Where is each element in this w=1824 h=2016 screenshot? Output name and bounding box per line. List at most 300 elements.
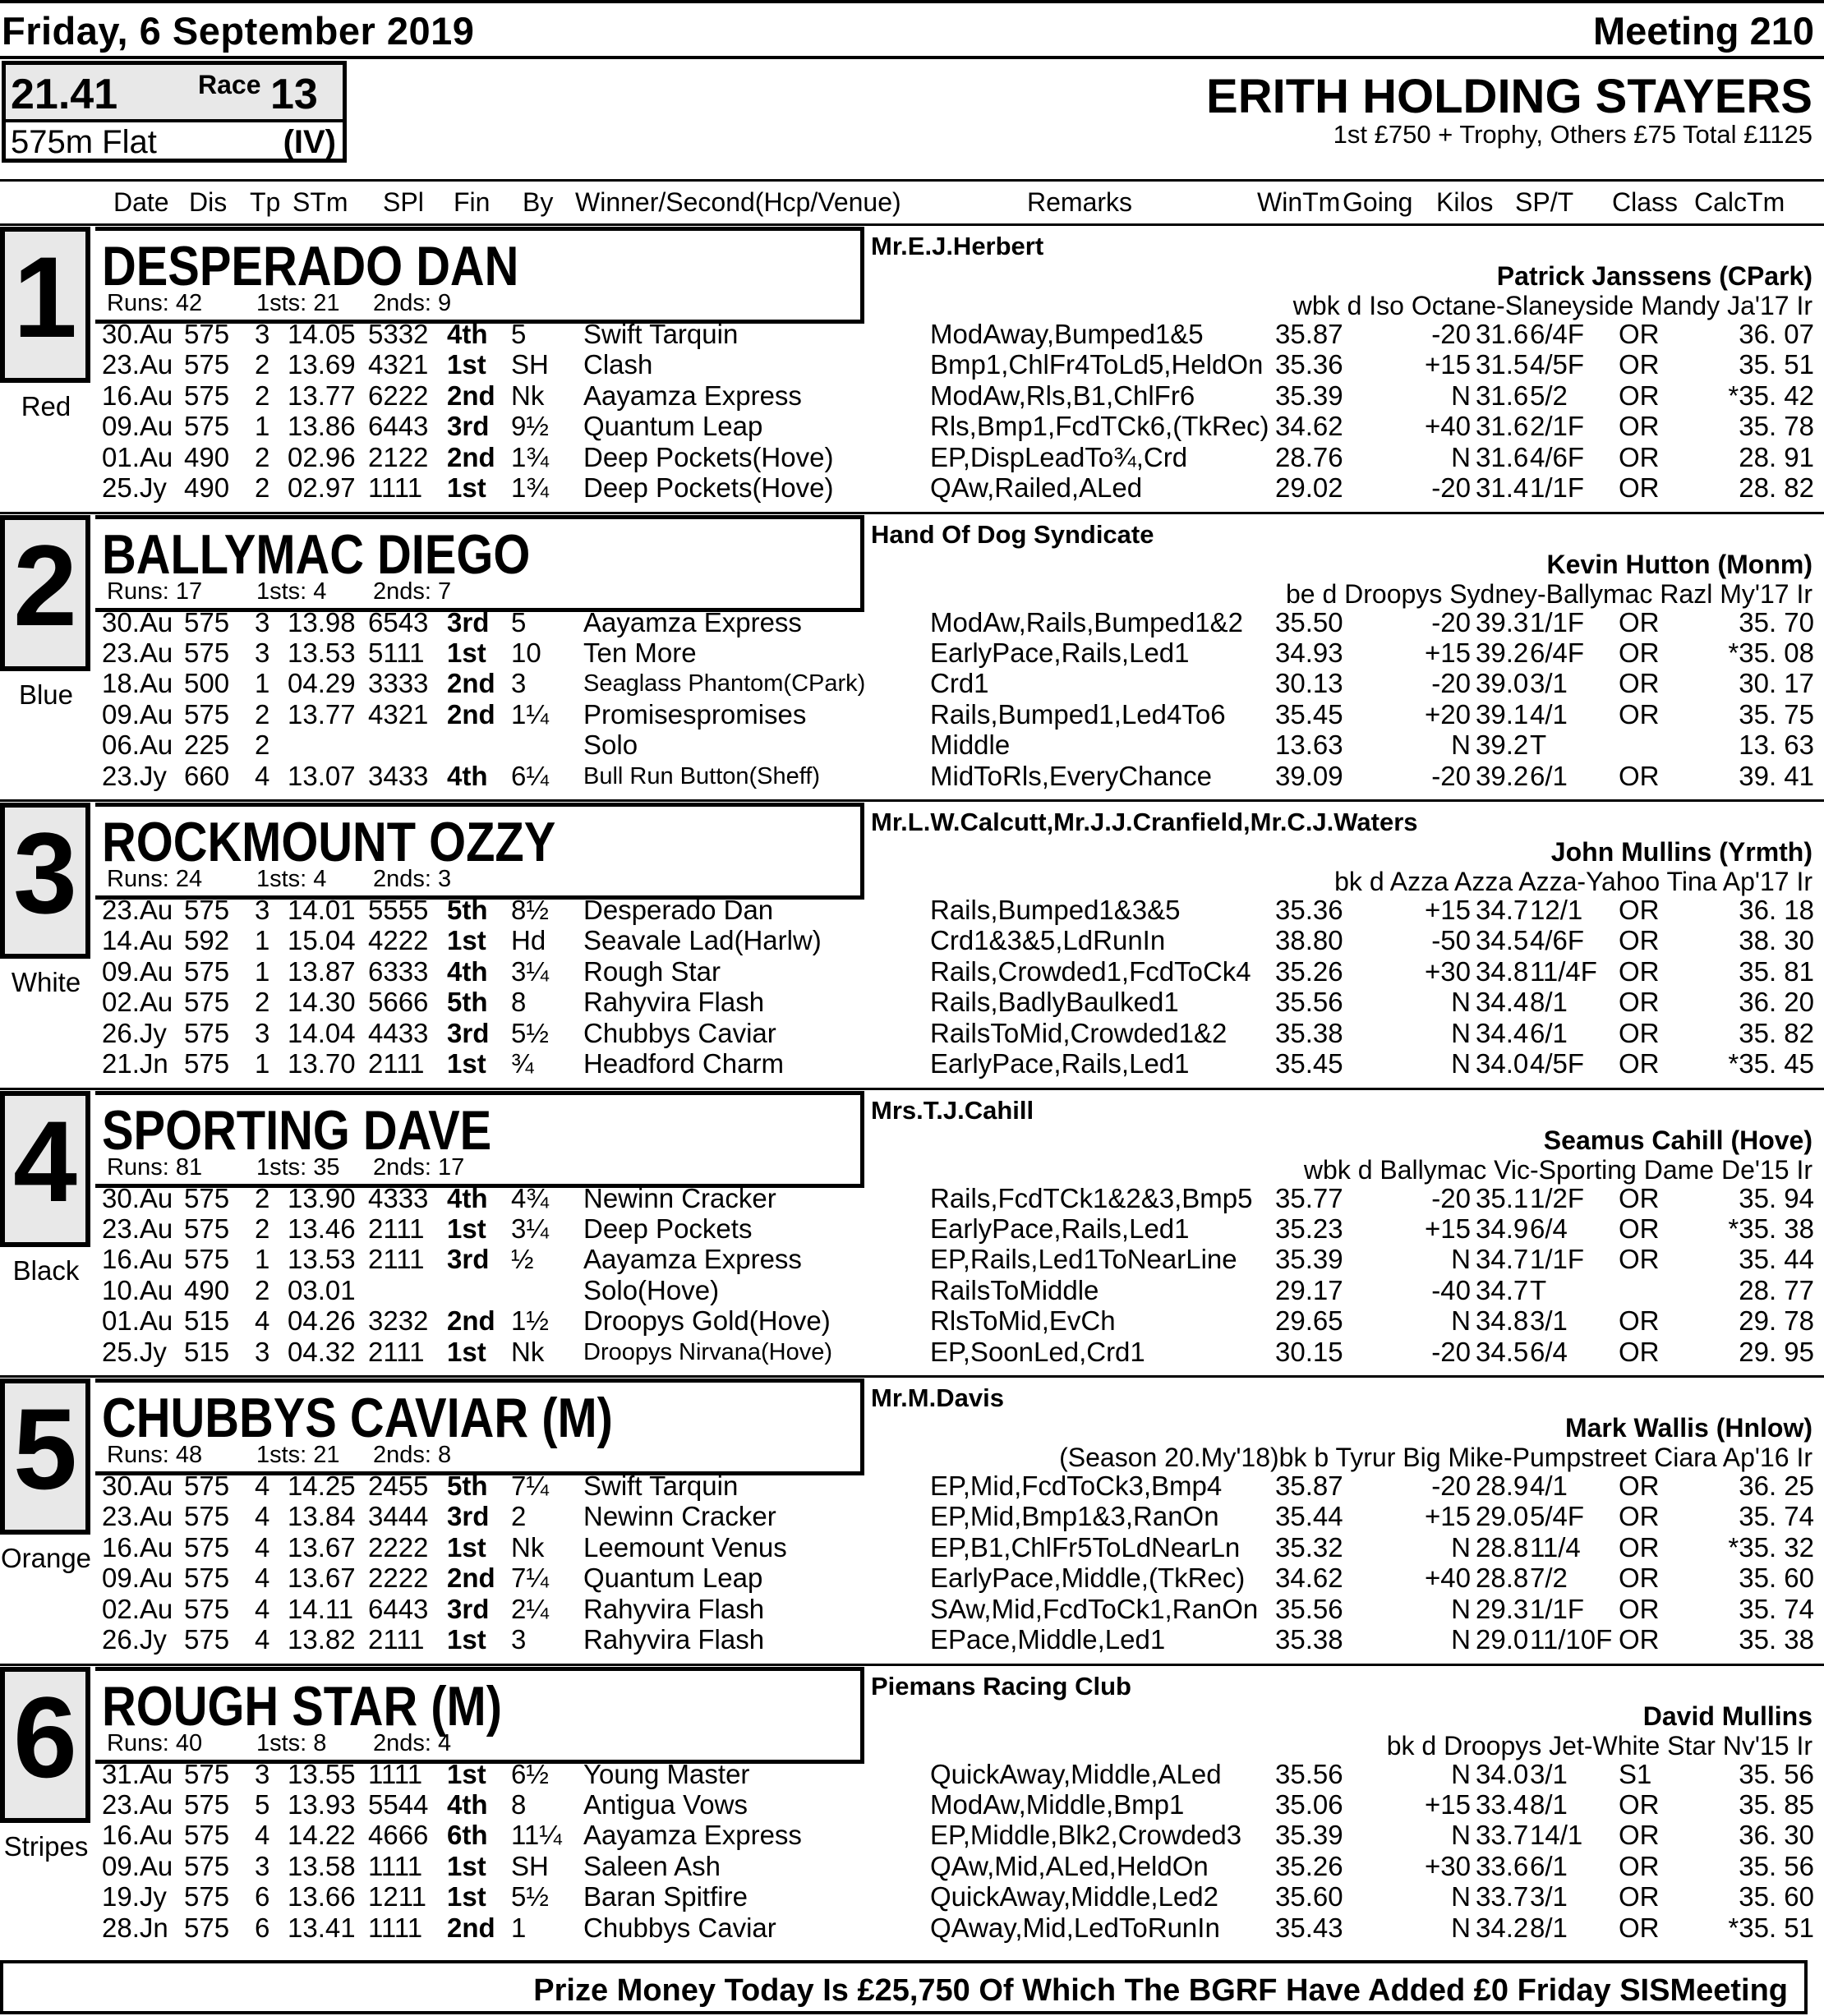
- form-class: OR: [1619, 441, 1660, 472]
- form-winner: Chubbys Caviar: [583, 1912, 776, 1943]
- form-price: 5/2: [1530, 380, 1568, 411]
- form-sectional: 13.84: [288, 1501, 356, 1532]
- form-finish: 1st: [447, 1850, 486, 1881]
- form-price: 2/1F: [1530, 411, 1585, 442]
- runner-block: [0, 1091, 1824, 1379]
- form-price: 4/6F: [1530, 925, 1585, 956]
- form-finish: 1st: [447, 1758, 486, 1789]
- form-price: 12/1: [1530, 895, 1583, 925]
- form-remarks: QAw,Railed,ALed: [930, 472, 1143, 503]
- runner-name: BALLYMAC DIEGO: [102, 522, 531, 586]
- form-calc-time: 35. 56: [1739, 1850, 1814, 1881]
- form-date: 23.Au: [102, 1501, 173, 1532]
- footer-text: Prize Money Today Is £25,750 Of Which The BGRF Have Added £0 Friday SISMeeting: [533, 1973, 1788, 2008]
- form-class: OR: [1619, 1881, 1660, 1912]
- form-finish: 3rd: [447, 1593, 490, 1624]
- runner-divider: [0, 1664, 1824, 1666]
- form-remarks: EP,DispLeadTo¾,Crd: [930, 441, 1188, 472]
- form-trap: 1: [255, 668, 270, 699]
- form-margin: ¾: [511, 1048, 534, 1079]
- form-winner: Ten More: [583, 637, 697, 668]
- form-split: 3433: [368, 760, 429, 791]
- form-calc-time: 35. 51: [1739, 349, 1814, 380]
- col-winner: Winner/Second(Hcp/Venue): [575, 187, 901, 217]
- runner-trainer: Patrick Janssens (CPark): [1496, 261, 1812, 291]
- form-date: 16.Au: [102, 1531, 173, 1563]
- form-calc-time: 28. 82: [1739, 472, 1814, 503]
- form-finish: 2nd: [447, 380, 495, 411]
- form-calc-time: 38. 30: [1739, 925, 1814, 956]
- form-date: 25.Jy: [102, 1336, 167, 1367]
- form-margin: 6½: [511, 1758, 549, 1789]
- form-win-time: 35.06: [1275, 1788, 1343, 1820]
- form-finish: 3rd: [447, 1017, 490, 1048]
- form-calc-time: 35. 81: [1739, 955, 1814, 987]
- form-distance: 575: [184, 1048, 230, 1079]
- form-going: N: [1451, 1593, 1471, 1624]
- runner-breeding: (Season 20.My'18)bk b Tyrur Big Mike-Pumpstreet Ciara Ap'16 Ir: [1059, 1443, 1812, 1472]
- form-calc-time: 35. 74: [1739, 1501, 1814, 1532]
- form-finish: 3rd: [447, 1244, 490, 1275]
- form-distance: 575: [184, 1471, 230, 1501]
- form-going: N: [1451, 1881, 1471, 1912]
- form-calc-time: 36. 25: [1739, 1471, 1814, 1501]
- form-distance: 515: [184, 1305, 230, 1337]
- form-calc-time: *35. 08: [1728, 637, 1814, 668]
- col-spl: SPl: [383, 187, 424, 217]
- race-label: Race: [198, 70, 261, 99]
- form-win-time: 35.43: [1275, 1912, 1343, 1943]
- form-margin: SH: [511, 1850, 549, 1881]
- form-sectional: 04.32: [288, 1336, 356, 1367]
- form-margin: 7¼: [511, 1563, 549, 1594]
- col-dis: Dis: [189, 187, 228, 217]
- form-finish: 1st: [447, 637, 486, 668]
- runner-owner: Mr.E.J.Herbert: [871, 232, 1044, 260]
- form-date: 16.Au: [102, 1244, 173, 1275]
- form-trap: 6: [255, 1912, 270, 1943]
- form-sectional: 13.55: [288, 1758, 356, 1789]
- form-date: 31.Au: [102, 1758, 173, 1789]
- form-class: OR: [1619, 1017, 1660, 1048]
- form-sectional: 14.25: [288, 1471, 356, 1501]
- runner-name: SPORTING DAVE: [102, 1098, 492, 1162]
- form-class: OR: [1619, 606, 1660, 637]
- form-calc-time: 35. 94: [1739, 1182, 1814, 1213]
- form-class: OR: [1619, 1182, 1660, 1213]
- form-going: -20: [1431, 668, 1471, 699]
- form-sectional: 14.22: [288, 1820, 356, 1851]
- form-winner: Bull Run Button(Sheff): [583, 762, 821, 789]
- form-calc-time: 36. 30: [1739, 1820, 1814, 1851]
- form-row: [0, 319, 1824, 349]
- form-split: 2222: [368, 1531, 429, 1563]
- form-row: [0, 1275, 1824, 1305]
- form-remarks: EP,SoonLed,Crd1: [930, 1336, 1145, 1367]
- form-remarks: Crd1: [930, 668, 989, 699]
- form-winner: Desperado Dan: [583, 895, 774, 925]
- runner-trainer: David Mullins: [1642, 1701, 1812, 1731]
- form-distance: 500: [184, 668, 230, 699]
- form-trap: 3: [255, 895, 270, 925]
- col-sp: SP/T: [1515, 187, 1574, 217]
- form-winner: Deep Pockets(Hove): [583, 472, 834, 503]
- form-win-time: 35.26: [1275, 1850, 1343, 1881]
- form-class: OR: [1619, 349, 1660, 380]
- form-calc-time: 36. 18: [1739, 895, 1814, 925]
- runner-firsts: 1sts: 4: [256, 866, 327, 892]
- form-weight: 34.7: [1476, 895, 1529, 925]
- form-sectional: 13.93: [288, 1788, 356, 1820]
- form-remarks: Rails,Bumped1,Led4To6: [930, 698, 1226, 730]
- form-distance: 575: [184, 411, 230, 442]
- runner-runs: Runs: 40: [107, 1729, 203, 1756]
- form-calc-time: 35. 38: [1739, 1624, 1814, 1655]
- form-going: N: [1451, 1244, 1471, 1275]
- form-class: OR: [1619, 698, 1660, 730]
- form-remarks: Rails,Bumped1&3&5: [930, 895, 1181, 925]
- form-margin: 11¼: [511, 1820, 562, 1851]
- form-trap: 4: [255, 1531, 270, 1563]
- runner-name-box: [95, 803, 864, 900]
- form-trap: 2: [255, 987, 270, 1018]
- form-trap: 1: [255, 925, 270, 956]
- form-distance: 575: [184, 1593, 230, 1624]
- form-split: 2122: [368, 441, 429, 472]
- runner-divider: [0, 223, 1824, 226]
- form-distance: 575: [184, 955, 230, 987]
- form-going: N: [1451, 1531, 1471, 1563]
- form-finish: 6th: [447, 1820, 488, 1851]
- form-win-time: 35.39: [1275, 1244, 1343, 1275]
- form-going: +15: [1425, 349, 1471, 380]
- form-sectional: 13.77: [288, 698, 356, 730]
- form-trap: 2: [255, 349, 270, 380]
- form-class: OR: [1619, 987, 1660, 1018]
- form-class: OR: [1619, 668, 1660, 699]
- form-going: -40: [1431, 1274, 1471, 1305]
- form-remarks: EP,Mid,FcdToCk3,Bmp4: [930, 1471, 1223, 1501]
- form-date: 01.Au: [102, 1305, 173, 1337]
- form-win-time: 38.80: [1275, 925, 1343, 956]
- form-finish: 1st: [447, 1881, 486, 1912]
- runner-name: ROUGH STAR (M): [102, 1674, 502, 1738]
- race-number: 13: [270, 71, 318, 118]
- form-distance: 575: [184, 1881, 230, 1912]
- form-going: N: [1451, 1820, 1471, 1851]
- form-trap: 5: [255, 1788, 270, 1820]
- runner-owner: Mrs.T.J.Cahill: [871, 1095, 1034, 1125]
- runner-trainer: John Mullins (Yrmth): [1550, 837, 1812, 867]
- form-price: T: [1530, 1274, 1547, 1305]
- form-trap: 2: [255, 380, 270, 411]
- runner-owner: Piemans Racing Club: [871, 1671, 1131, 1701]
- form-calc-time: *35. 38: [1728, 1213, 1814, 1244]
- form-weight: 34.5: [1476, 925, 1529, 956]
- trap-colour: Black: [12, 1254, 80, 1286]
- form-calc-time: 30. 17: [1739, 668, 1814, 699]
- form-margin: SH: [511, 349, 549, 380]
- form-date: 26.Jy: [102, 1624, 167, 1655]
- form-margin: 3: [511, 668, 527, 699]
- form-price: 6/1: [1530, 760, 1568, 791]
- form-win-time: 29.17: [1275, 1274, 1343, 1305]
- form-win-time: 35.32: [1275, 1531, 1343, 1563]
- form-sectional: 13.69: [288, 349, 356, 380]
- runner-name: CHUBBYS CAVIAR (M): [102, 1387, 613, 1449]
- form-win-time: 35.38: [1275, 1017, 1343, 1048]
- form-calc-time: *35. 51: [1728, 1912, 1814, 1943]
- form-sectional: 13.67: [288, 1563, 356, 1594]
- form-calc-time: 36. 20: [1739, 987, 1814, 1018]
- runner-divider: [0, 799, 1824, 802]
- form-winner: Promisespromises: [583, 698, 807, 730]
- form-split: 5111: [368, 637, 425, 668]
- form-winner: Solo: [583, 730, 638, 761]
- form-winner: Swift Tarquin: [583, 1471, 739, 1501]
- form-weight: 39.2: [1476, 760, 1529, 791]
- form-sectional: 13.41: [288, 1912, 356, 1943]
- form-winner: Chubbys Caviar: [583, 1017, 776, 1048]
- form-row: [0, 1532, 1824, 1563]
- race-info-box: [2, 61, 347, 163]
- form-winner: Newinn Cracker: [583, 1182, 776, 1213]
- form-weight: 33.7: [1476, 1820, 1529, 1851]
- trap-colour: White: [11, 967, 81, 997]
- form-going: +30: [1425, 955, 1471, 987]
- form-weight: 33.6: [1476, 1850, 1529, 1881]
- form-sectional: 13.70: [288, 1048, 356, 1079]
- form-sectional: 03.01: [288, 1274, 356, 1305]
- form-sectional: 13.90: [288, 1182, 356, 1213]
- form-date: 01.Au: [102, 441, 173, 472]
- form-class: OR: [1619, 760, 1660, 791]
- form-class: OR: [1619, 1593, 1660, 1624]
- form-win-time: 35.87: [1275, 319, 1343, 349]
- form-class: OR: [1619, 1336, 1660, 1367]
- form-trap: 3: [255, 637, 270, 668]
- form-price: 6/1: [1530, 1850, 1568, 1881]
- runner-runs: Runs: 24: [107, 866, 203, 892]
- form-going: N: [1451, 1912, 1471, 1943]
- runner-seconds: 2nds: 4: [373, 1729, 452, 1756]
- form-class: OR: [1619, 1912, 1660, 1943]
- form-row: [0, 411, 1824, 441]
- form-distance: 490: [184, 1274, 230, 1305]
- form-calc-time: 13. 63: [1739, 730, 1814, 761]
- form-price: 3/1: [1530, 1881, 1568, 1912]
- form-date: 02.Au: [102, 1593, 173, 1624]
- form-remarks: EP,Mid,Bmp1&3,RanOn: [930, 1501, 1219, 1532]
- form-date: 09.Au: [102, 411, 173, 442]
- form-price: 11/4: [1530, 1531, 1581, 1563]
- meeting-date: Friday, 6 September 2019: [2, 9, 475, 53]
- form-going: +15: [1425, 895, 1471, 925]
- form-date: 09.Au: [102, 1563, 173, 1594]
- form-winner: Rahyvira Flash: [583, 987, 765, 1018]
- form-weight: 39.1: [1476, 698, 1529, 730]
- form-margin: Hd: [511, 925, 546, 956]
- form-class: OR: [1619, 637, 1660, 668]
- form-split: 4321: [368, 698, 429, 730]
- form-class: OR: [1619, 955, 1660, 987]
- form-win-time: 34.93: [1275, 637, 1343, 668]
- form-going: -50: [1431, 925, 1471, 956]
- form-finish: 2nd: [447, 668, 495, 699]
- form-price: 4/1: [1530, 698, 1568, 730]
- form-price: T: [1530, 730, 1547, 761]
- form-row: [0, 1501, 1824, 1531]
- form-calc-time: 28. 91: [1739, 441, 1814, 472]
- form-distance: 575: [184, 1912, 230, 1943]
- form-split: 4666: [368, 1820, 429, 1851]
- form-calc-time: 35. 60: [1739, 1881, 1814, 1912]
- form-calc-time: 35. 60: [1739, 1563, 1814, 1594]
- form-row: [0, 895, 1824, 925]
- form-split: 6443: [368, 411, 429, 442]
- form-winner: Solo(Hove): [583, 1274, 720, 1305]
- form-weight: 28.9: [1476, 1471, 1529, 1501]
- runner-seconds: 2nds: 17: [373, 1153, 465, 1181]
- form-going: -20: [1431, 1336, 1471, 1367]
- form-trap: 3: [255, 1758, 270, 1789]
- form-winner: Deep Pockets: [583, 1213, 753, 1244]
- form-class: S1: [1619, 1758, 1652, 1789]
- form-distance: 575: [184, 319, 230, 349]
- form-trap: 4: [255, 1820, 270, 1851]
- form-weight: 33.7: [1476, 1881, 1529, 1912]
- form-weight: 34.2: [1476, 1912, 1529, 1943]
- runner-trainer: Seamus Cahill (Hove): [1543, 1125, 1812, 1155]
- form-date: 23.Au: [102, 349, 173, 380]
- form-margin: 8: [511, 987, 527, 1018]
- form-going: +15: [1425, 1501, 1471, 1532]
- form-win-time: 35.44: [1275, 1501, 1343, 1532]
- form-weight: 34.4: [1476, 1017, 1529, 1048]
- form-distance: 575: [184, 895, 230, 925]
- form-class: OR: [1619, 925, 1660, 956]
- form-remarks: QAway,Mid,LedToRunIn: [930, 1912, 1220, 1943]
- form-weight: 34.4: [1476, 987, 1529, 1018]
- runner-breeding: wbk d Ballymac Vic-Sporting Dame De'15 Ir: [1303, 1154, 1812, 1185]
- form-weight: 39.0: [1476, 668, 1529, 699]
- form-margin: 8½: [511, 895, 549, 925]
- form-trap: 1: [255, 411, 270, 442]
- form-split: 2111: [368, 1244, 425, 1275]
- form-going: -20: [1431, 319, 1471, 349]
- form-price: 1/1F: [1530, 472, 1585, 503]
- form-distance: 575: [184, 1820, 230, 1851]
- form-row: [0, 1244, 1824, 1274]
- form-winner: Droopys Nirvana(Hove): [583, 1338, 832, 1365]
- form-going: N: [1451, 380, 1471, 411]
- form-going: -20: [1431, 1471, 1471, 1501]
- form-win-time: 35.26: [1275, 955, 1343, 987]
- form-remarks: EP,B1,ChlFr5ToLdNearLn: [930, 1531, 1241, 1563]
- form-margin: 10: [511, 637, 541, 668]
- form-row: [0, 1759, 1824, 1789]
- form-going: N: [1451, 1758, 1471, 1789]
- form-price: 11/4F: [1530, 955, 1597, 987]
- race-distance: 575m Flat: [11, 124, 157, 160]
- form-margin: 3: [511, 1624, 527, 1655]
- form-price: 6/4F: [1530, 319, 1585, 349]
- form-weight: 39.2: [1476, 730, 1529, 761]
- form-trap: 4: [255, 1305, 270, 1337]
- form-trap: 1: [255, 1048, 270, 1079]
- form-distance: 575: [184, 1788, 230, 1820]
- form-row: [0, 442, 1824, 472]
- form-distance: 575: [184, 1758, 230, 1789]
- form-class: OR: [1619, 895, 1660, 925]
- form-price: 6/1: [1530, 1017, 1568, 1048]
- form-row: [0, 730, 1824, 760]
- footer-banner: [0, 1960, 1808, 2014]
- form-trap: 3: [255, 1850, 270, 1881]
- form-margin: 1: [511, 1912, 527, 1943]
- form-remarks: EP,Rails,Led1ToNearLine: [930, 1244, 1237, 1275]
- form-trap: 4: [255, 1624, 270, 1655]
- form-remarks: Crd1&3&5,LdRunIn: [930, 925, 1166, 956]
- form-weight: 34.7: [1476, 1244, 1529, 1275]
- form-row: [0, 761, 1824, 791]
- runner-firsts: 1sts: 35: [256, 1153, 340, 1181]
- form-row: [0, 925, 1824, 955]
- form-split: 2111: [368, 1624, 425, 1655]
- runner-firsts: 1sts: 21: [256, 290, 340, 316]
- form-date: 26.Jy: [102, 1017, 167, 1048]
- form-split: 4222: [368, 925, 429, 956]
- form-distance: 575: [184, 1213, 230, 1244]
- form-sectional: 04.29: [288, 668, 356, 699]
- form-margin: ½: [511, 1244, 534, 1275]
- runner-name: ROCKMOUNT OZZY: [102, 811, 556, 873]
- form-win-time: 35.45: [1275, 698, 1343, 730]
- runner-seconds: 2nds: 9: [373, 290, 452, 316]
- form-winner: Antigua Vows: [583, 1788, 748, 1820]
- form-margin: 2¼: [511, 1593, 549, 1624]
- form-split: 6333: [368, 955, 429, 987]
- form-sectional: 13.07: [288, 760, 356, 791]
- form-row: [0, 1048, 1824, 1079]
- form-win-time: 35.87: [1275, 1471, 1343, 1501]
- form-remarks: RlsToMid,EvCh: [930, 1305, 1116, 1337]
- runner-firsts: 1sts: 21: [256, 1442, 340, 1468]
- form-calc-time: *35. 45: [1728, 1048, 1814, 1079]
- form-finish: 2nd: [447, 1305, 495, 1337]
- form-sectional: 13.53: [288, 637, 356, 668]
- form-finish: 4th: [447, 1182, 488, 1213]
- form-trap: 3: [255, 1336, 270, 1367]
- form-finish: 1st: [447, 1048, 486, 1079]
- form-remarks: ModAw,Rails,Bumped1&2: [930, 606, 1243, 637]
- form-weight: 28.8: [1476, 1531, 1529, 1563]
- trap-number: 3: [13, 808, 77, 937]
- form-finish: 1st: [447, 349, 486, 380]
- form-margin: 1¼: [511, 698, 549, 730]
- form-calc-time: 28. 77: [1739, 1274, 1814, 1305]
- col-kilos: Kilos: [1436, 187, 1494, 217]
- form-finish: 4th: [447, 319, 488, 349]
- column-header-rule: [0, 179, 1824, 182]
- form-finish: 5th: [447, 987, 488, 1018]
- form-row: [0, 607, 1824, 637]
- form-price: 1/1F: [1530, 1593, 1585, 1624]
- form-distance: 575: [184, 1531, 230, 1563]
- form-distance: 575: [184, 1850, 230, 1881]
- race-time: 21.41: [11, 71, 118, 118]
- form-price: 8/1: [1530, 987, 1568, 1018]
